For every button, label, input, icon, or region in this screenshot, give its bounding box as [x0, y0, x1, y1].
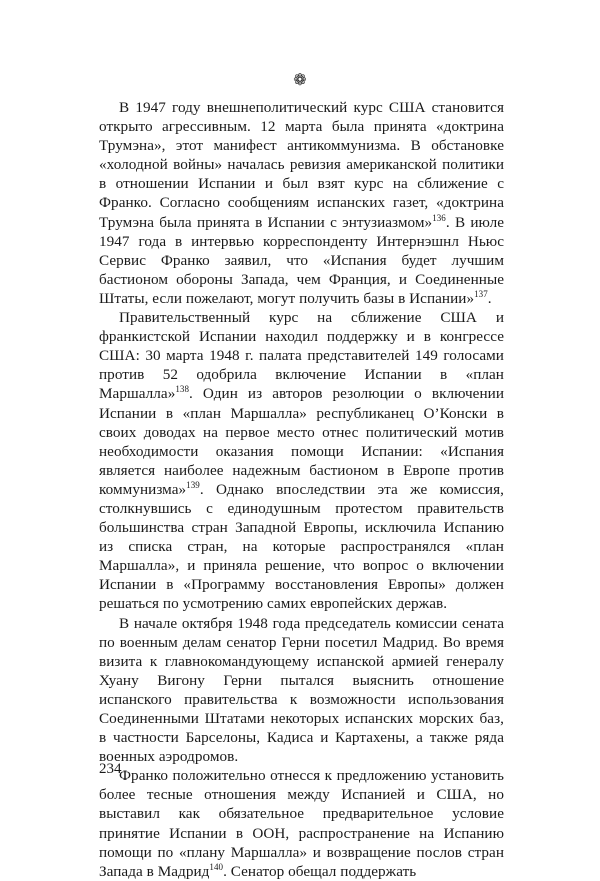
- footnote-ref: 140: [209, 861, 224, 872]
- paragraph: [99, 614, 504, 767]
- paragraph: [99, 98, 504, 308]
- ornament-icon: ❁: [293, 70, 307, 89]
- footnote-ref: 137: [474, 288, 488, 299]
- paragraph-text: В начале октября 1948 года председатель комиссии сената по военным делам сенатор Герни посетил Мадрид. Во время визита к главнокомандующему испанской армией генералу Хуану Вигону Герни пытался выяснить отношение испанского правительства к возможности использования Соединенными Штатами некоторых испанских морских баз, в частности Барселоны, Кадиса и Картахены, а также ряда военных аэродромов.: [99, 614, 504, 766]
- paragraph-text: .: [487, 289, 492, 307]
- footnote-ref: 136: [432, 212, 446, 223]
- paragraph: [99, 308, 504, 614]
- body-text: [99, 98, 504, 881]
- footnote-ref: 138: [175, 384, 190, 395]
- paragraph-text: В 1947 году внешнеполитический курс США становится открыто агрессивным. 12 марта была принята «доктрина Трумэна», этот манифест антикоммунизма. В обстановке «холодной войны» началась ревизия американской политики в отношении Испании и был взят курс на сближение с Франко. Согласно сообщениям испанских газет, «доктрина Трумэна была принята в Испании с энтузиазмом»: [99, 99, 504, 231]
- paragraph-text: . Сенатор обещал поддержать: [223, 862, 417, 880]
- paragraph-text: . В июле 1947 года в интервью корреспонденту Интернэшнл Ньюс Сервис Франко заявил, что «Испания будет лучшим бастионом обороны Запада, чем Франция, и Соединенные Штаты, если пожелают, могут получить базы в Испании»: [99, 213, 504, 307]
- footnote-ref: 139: [186, 479, 200, 490]
- paragraph-text: . Один из авторов резолюции о включении Испании в «план Маршалла» республиканец О’Конски в своих доводах на первое место отнес политический мотив необходимости оказания помощи Испании: «Испания является наиболее надежным бастионом в Европе против коммунизма»: [99, 385, 504, 498]
- paragraph-text: Франко положительно отнесся к предложению установить более тесные отношения между Испанией и США, но выставил как обязательное предварительное условие принятие Испании в ООН, распространение на Испанию помощи по «плану Маршалла» и возвращение послов стран Запада в Мадрид: [99, 767, 504, 880]
- paragraph-text: Правительственный курс на сближение США и франкистской Испании находил поддержку и в конгрессе США: 30 марта 1948 г. палата представителей 149 голосами против 52 одобрила включение Испании в «план Маршалла»: [99, 309, 504, 403]
- paragraph-text: . Однако впоследствии эта же комиссия, столкнувшись с единодушным протестом правительств большинства стран Западной Европы, исключила Испанию из списка стран, на которые распространялся «план Маршалла», и приняла решение, что вопрос о включении Испании в «Программу восстановления Европы» должен решаться по усмотрению самих европейских держав.: [99, 480, 504, 613]
- page-number: 234: [99, 761, 122, 777]
- paragraph: [99, 766, 504, 881]
